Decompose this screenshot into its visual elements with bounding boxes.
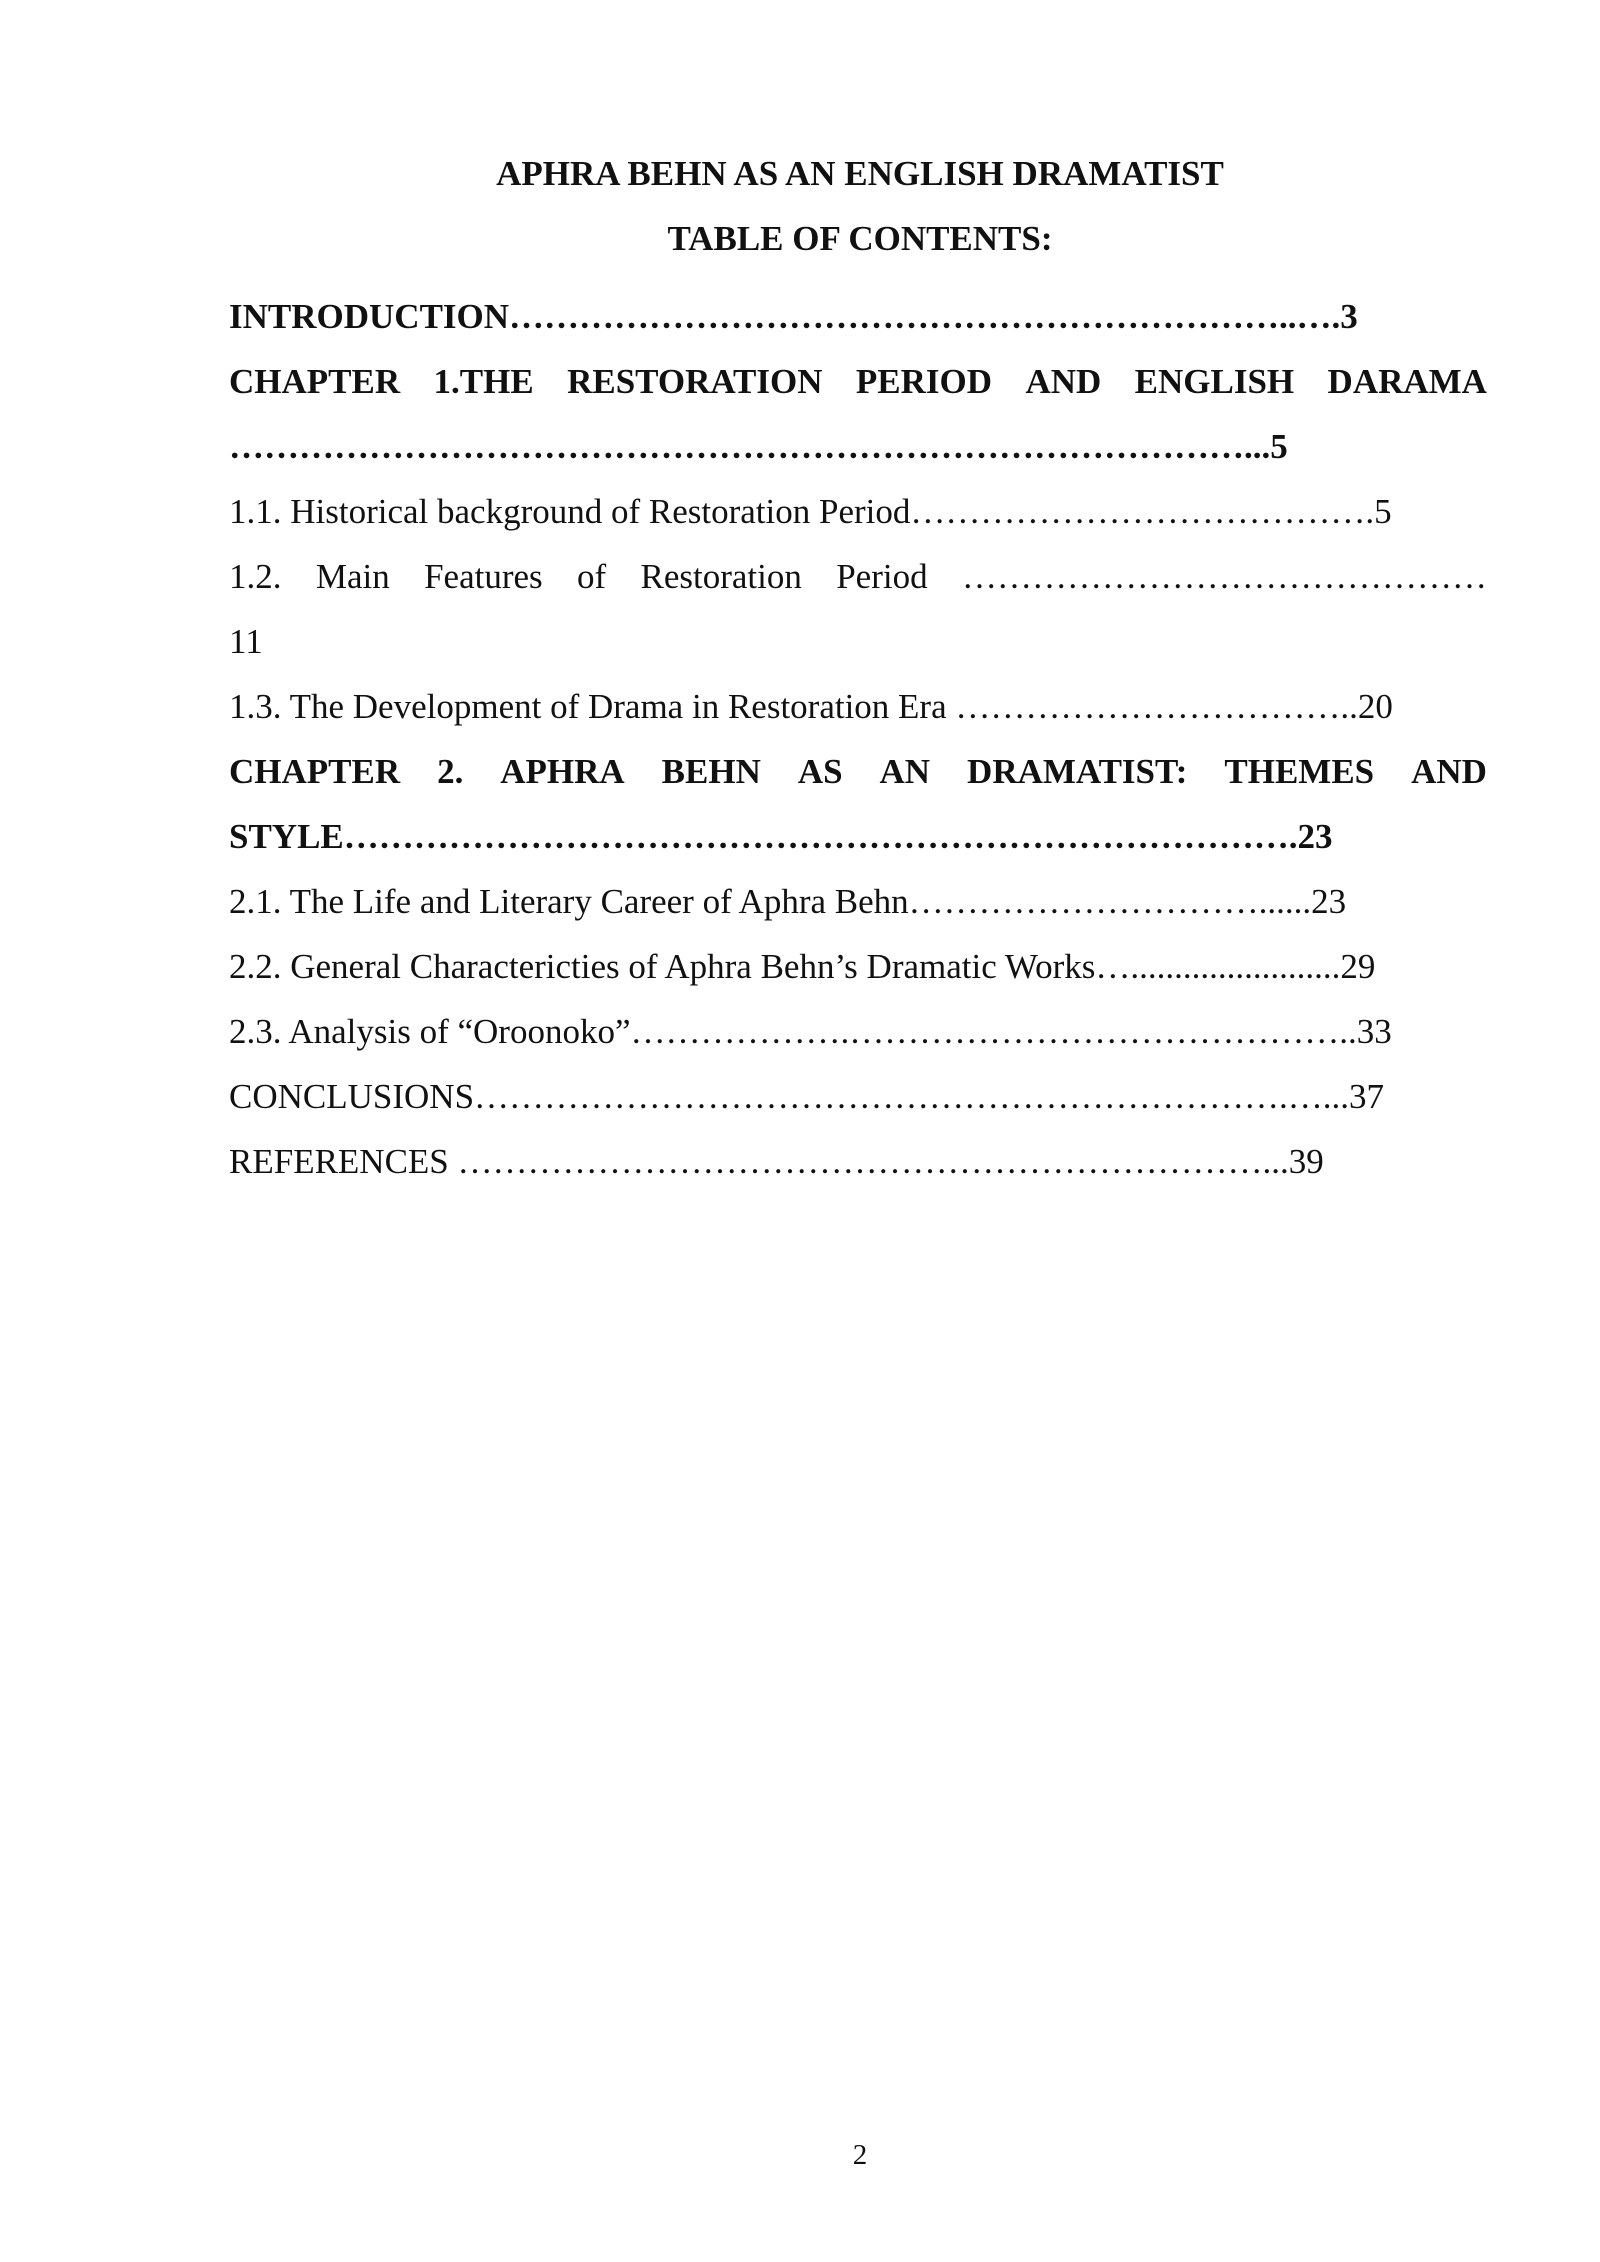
toc-word: CHAPTER [229, 362, 401, 401]
toc-entry-chapter-2 [229, 739, 1487, 804]
toc-word: Period [836, 557, 928, 596]
toc-word: Main [315, 557, 390, 596]
toc-word: of [577, 557, 607, 596]
toc-entry-2-1: 2.1. The Life and Literary Career of Aphra Behn…………………………......23 [229, 882, 1347, 921]
toc-heading: TABLE OF CONTENTS: [667, 219, 1053, 258]
toc-word: APHRA [500, 752, 625, 791]
toc-word: 2. [437, 752, 464, 791]
toc-entry-chapter-2-page: STYLE……………………………………………………………………….23 [229, 817, 1333, 856]
toc-word: CHAPTER [229, 752, 401, 791]
toc-entry-2-2: 2.2. General Charactericties of Aphra Behn’s Dramatic Works…........................29 [229, 947, 1376, 986]
toc-entry-1-3: 1.3. The Development of Drama in Restoration Era ……………………………..20 [229, 687, 1393, 726]
page-number: 2 [852, 2139, 868, 2171]
toc-word: Features [424, 557, 543, 596]
toc-entry-chapter-1 [229, 349, 1487, 414]
toc-entry-chapter-1-page: ……………………………………………………………………………...5 [229, 427, 1288, 466]
toc-word: 1.2. [229, 557, 282, 596]
toc-entry-conclusions: CONCLUSIONS…………………………………………………………….…...37 [229, 1077, 1385, 1116]
toc-word: ENGLISH [1134, 362, 1295, 401]
toc-entry-1-2-page: 11 [229, 622, 263, 661]
toc-entry-introduction: INTRODUCTION…………………………………………………………..….3 [229, 297, 1358, 336]
toc-entry-references: REFERENCES ……………………………………………………………...39 [229, 1142, 1324, 1181]
toc-word: DRAMATIST: [967, 752, 1188, 791]
document-title: APHRA BEHN AS AN ENGLISH DRAMATIST [496, 154, 1224, 193]
toc-word: ……………………………………… [961, 557, 1487, 596]
toc-word: DARAMA [1327, 362, 1487, 401]
toc-entry-2-3: 2.3. Analysis of “Oroonoko”……………….……………………………………..33 [229, 1012, 1392, 1051]
toc-word: THEMES [1224, 752, 1375, 791]
toc-word: Restoration [640, 557, 802, 596]
toc-word: PERIOD [855, 362, 993, 401]
toc-word: AS [797, 752, 843, 791]
toc-word: 1.THE [433, 362, 534, 401]
toc-word: BEHN [661, 752, 761, 791]
toc-entry-1-2 [229, 544, 1487, 609]
toc-word: AN [879, 752, 931, 791]
toc-word: RESTORATION [567, 362, 823, 401]
toc-word: AND [1411, 752, 1487, 791]
table-of-contents [229, 284, 1487, 1194]
toc-entry-1-1: 1.1. Historical background of Restoration Period………………………………….5 [229, 492, 1392, 531]
toc-word: AND [1025, 362, 1102, 401]
